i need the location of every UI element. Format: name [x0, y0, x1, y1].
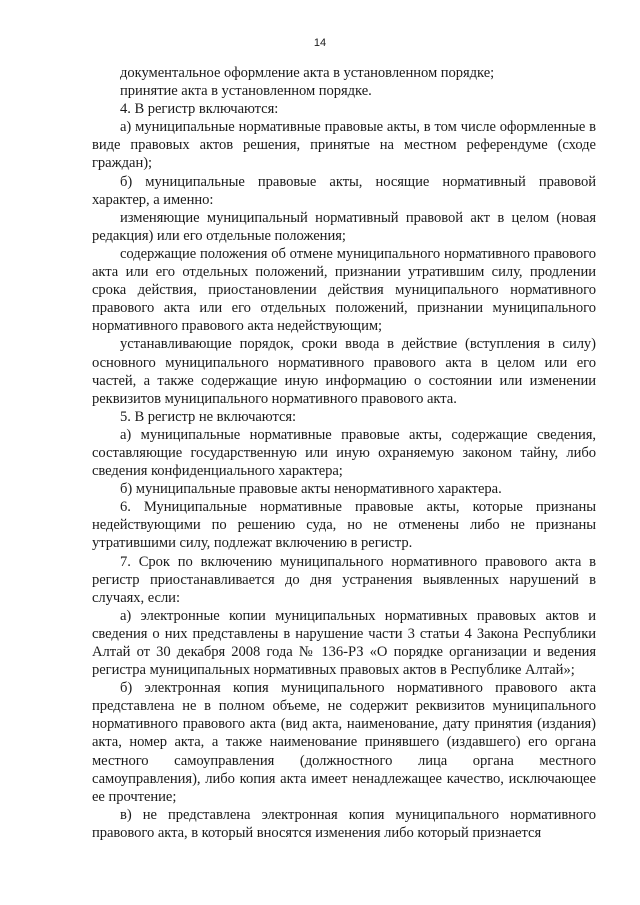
- paragraph: изменяющие муниципальный нормативный правовой акт в целом (новая редакция) или его отдельные положения;: [92, 209, 596, 244]
- paragraph: в) не представлена электронная копия муниципального нормативного правового акта, в который вносятся изменения либо который признается: [92, 806, 596, 841]
- paragraph: принятие акта в установленном порядке.: [120, 83, 372, 100]
- section-heading: 4. В регистр включаются:: [120, 101, 279, 118]
- paragraph: б) электронная копия муниципального нормативного правового акта представлена не в полном объеме, не содержит реквизитов муниципального нормативного правового акта (вид акта, наименование, дату принятия (издания) акта, номер акта, а также наименование принявшего (издавшего) его органа местного самоуправления (должностного лица органа местного самоуправления), либо копия акта имеет ненадлежащее качество, исключающее ее прочтение;: [92, 680, 596, 805]
- paragraph: а) муниципальные нормативные правовые акты, содержащие сведения, составляющие государственную или иную охраняемую законом тайну, либо сведения конфиденциального характера;: [92, 426, 596, 480]
- paragraph: содержащие положения об отмене муниципального нормативного правового акта или его отдельных положений, признании утратившим силу, продлении срока действия, приостановлении действия муниципального нормативного правового акта или его отдельных положений, признании муниципального нормативного правового акта недействующим;: [92, 245, 596, 335]
- paragraph: 7. Срок по включению муниципального нормативного правового акта в регистр приостанавливается до дня устранения выявленных нарушений в случаях, если:: [92, 553, 596, 606]
- paragraph: б) муниципальные правовые акты ненормативного характера.: [120, 481, 502, 498]
- paragraph: документальное оформление акта в установленном порядке;: [120, 65, 495, 81]
- paragraph: а) муниципальные нормативные правовые акты, в том числе оформленные в виде правовых актов решения, принятые на местном референдуме (сходе граждан);: [92, 119, 596, 172]
- page-number: 14: [313, 37, 327, 49]
- paragraph: а) электронные копии муниципальных нормативных правовых актов и сведения о них представлены в нарушение части 3 статьи 4 Закона Республики Алтай от 30 декабря 2008 года № 136-РЗ «О порядке организации и ведения регистра муниципальных нормативных правовых актов в Республике Алтай»;: [92, 607, 596, 679]
- paragraph: устанавливающие порядок, сроки ввода в действие (вступления в силу) основного муниципального нормативного правового акта в целом или его частей, а также содержащие иную информацию о состоянии или изменении реквизитов муниципального нормативного правового акта.: [92, 336, 596, 407]
- paragraph: б) муниципальные правовые акты, носящие нормативный правовой характер, а именно:: [92, 173, 596, 208]
- paragraph: 6. Муниципальные нормативные правовые акты, которые признаны недействующими по решению суда, но не отменены либо не признаны утратившими силу, подлежат включению в регистр.: [92, 499, 596, 552]
- document-body: [92, 64, 596, 842]
- section-heading: 5. В регистр не включаются:: [120, 408, 297, 425]
